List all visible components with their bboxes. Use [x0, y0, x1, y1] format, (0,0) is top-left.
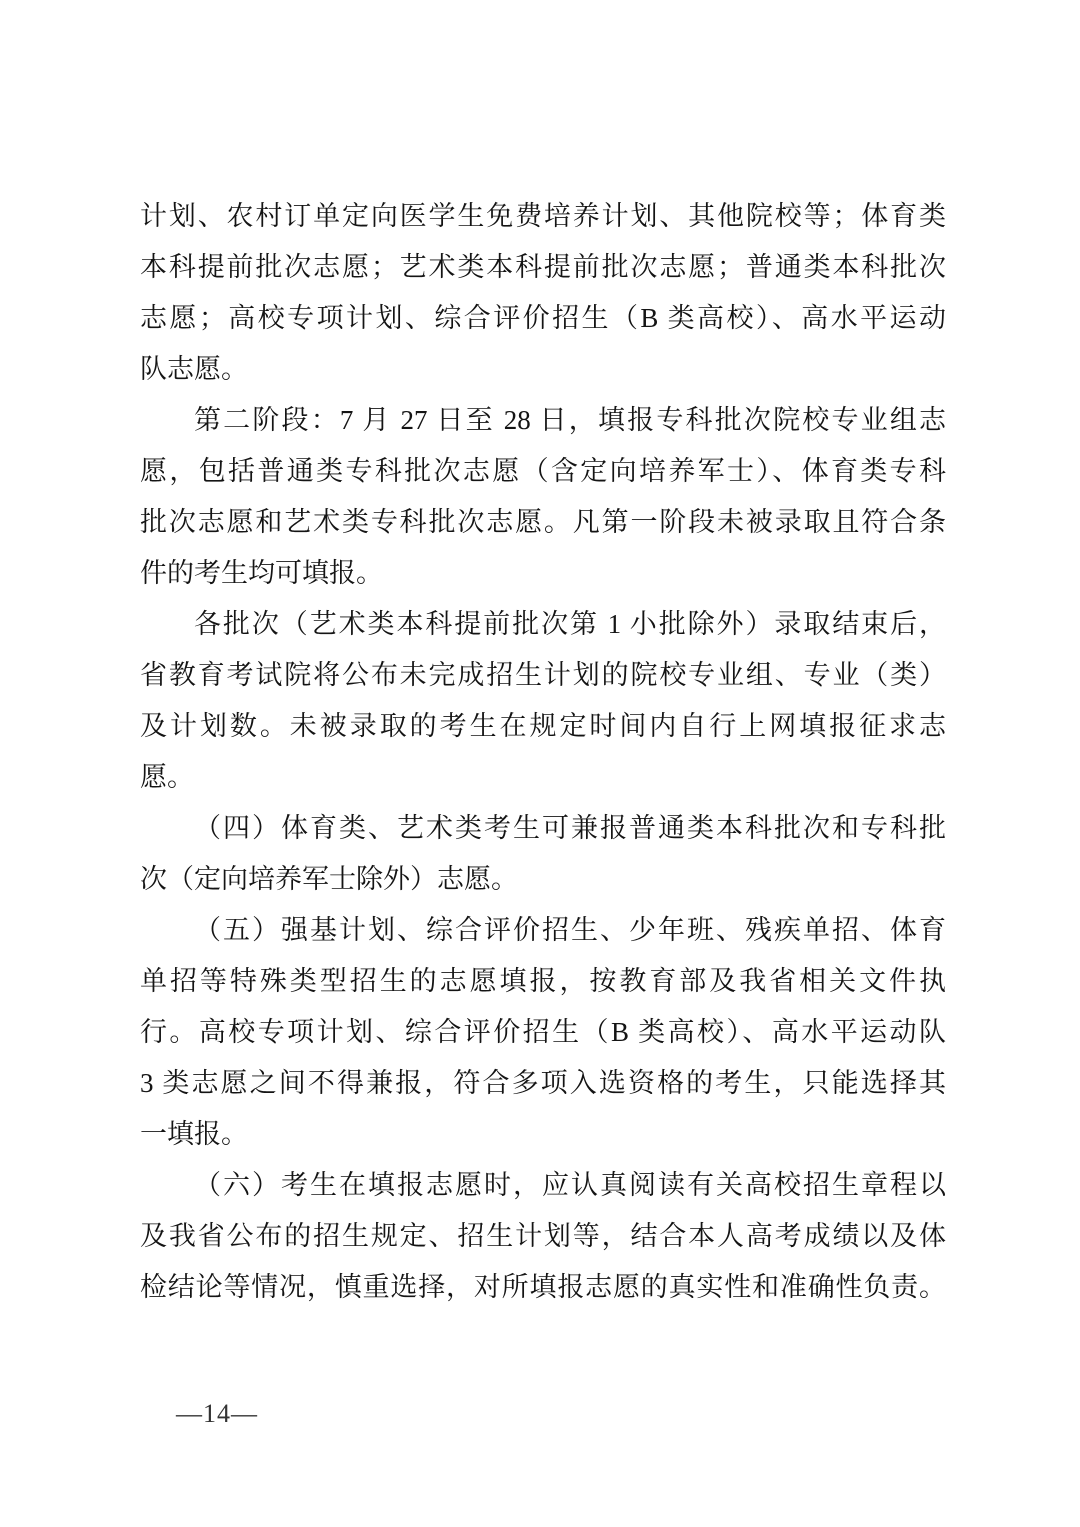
- body-text: [140, 191, 946, 1313]
- text-line: 件的考生均可填报。: [140, 558, 383, 588]
- text-line: （五）强基计划、综合评价招生、少年班、残疾单招、体育: [194, 915, 946, 945]
- page-number: —14—: [176, 1399, 258, 1428]
- text-line: 一填报。: [140, 1119, 248, 1149]
- text-line: 省教育考试院将公布未完成招生计划的院校专业组、专业（类）: [140, 660, 946, 690]
- text-line: 计划、农村订单定向医学生免费培养计划、其他院校等；体育类: [140, 201, 946, 231]
- text-line: 单招等特殊类型招生的志愿填报，按教育部及我省相关文件执: [140, 966, 946, 996]
- text-line: 本科提前批次志愿；艺术类本科提前批次志愿；普通类本科批次: [140, 252, 946, 282]
- text-line: 各批次（艺术类本科提前批次第 1 小批除外）录取结束后，: [194, 609, 946, 639]
- text-line: 次（定向培养军士除外）志愿。: [140, 864, 518, 894]
- text-line: 批次志愿和艺术类专科批次志愿。凡第一阶段未被录取且符合条: [140, 507, 946, 537]
- text-line: 愿。: [140, 762, 194, 792]
- text-line: 队志愿。: [140, 354, 248, 384]
- text-line: 检结论等情况，慎重选择，对所填报志愿的真实性和准确性负责。: [140, 1272, 946, 1302]
- text-line: 3 类志愿之间不得兼报，符合多项入选资格的考生，只能选择其: [140, 1068, 946, 1098]
- text-line: （六）考生在填报志愿时，应认真阅读有关高校招生章程以: [194, 1170, 946, 1200]
- text-line: 及我省公布的招生规定、招生计划等，结合本人高考成绩以及体: [140, 1221, 946, 1251]
- text-line: 志愿；高校专项计划、综合评价招生（B 类高校）、高水平运动: [140, 303, 946, 333]
- text-line: 及计划数。未被录取的考生在规定时间内自行上网填报征求志: [140, 711, 946, 741]
- text-line: 第二阶段：7 月 27 日至 28 日，填报专科批次院校专业组志: [194, 405, 946, 435]
- text-line: （四）体育类、艺术类考生可兼报普通类本科批次和专科批: [194, 813, 946, 843]
- text-line: 愿，包括普通类专科批次志愿（含定向培养军士）、体育类专科: [140, 456, 946, 486]
- text-line: 行。高校专项计划、综合评价招生（B 类高校）、高水平运动队: [140, 1017, 946, 1047]
